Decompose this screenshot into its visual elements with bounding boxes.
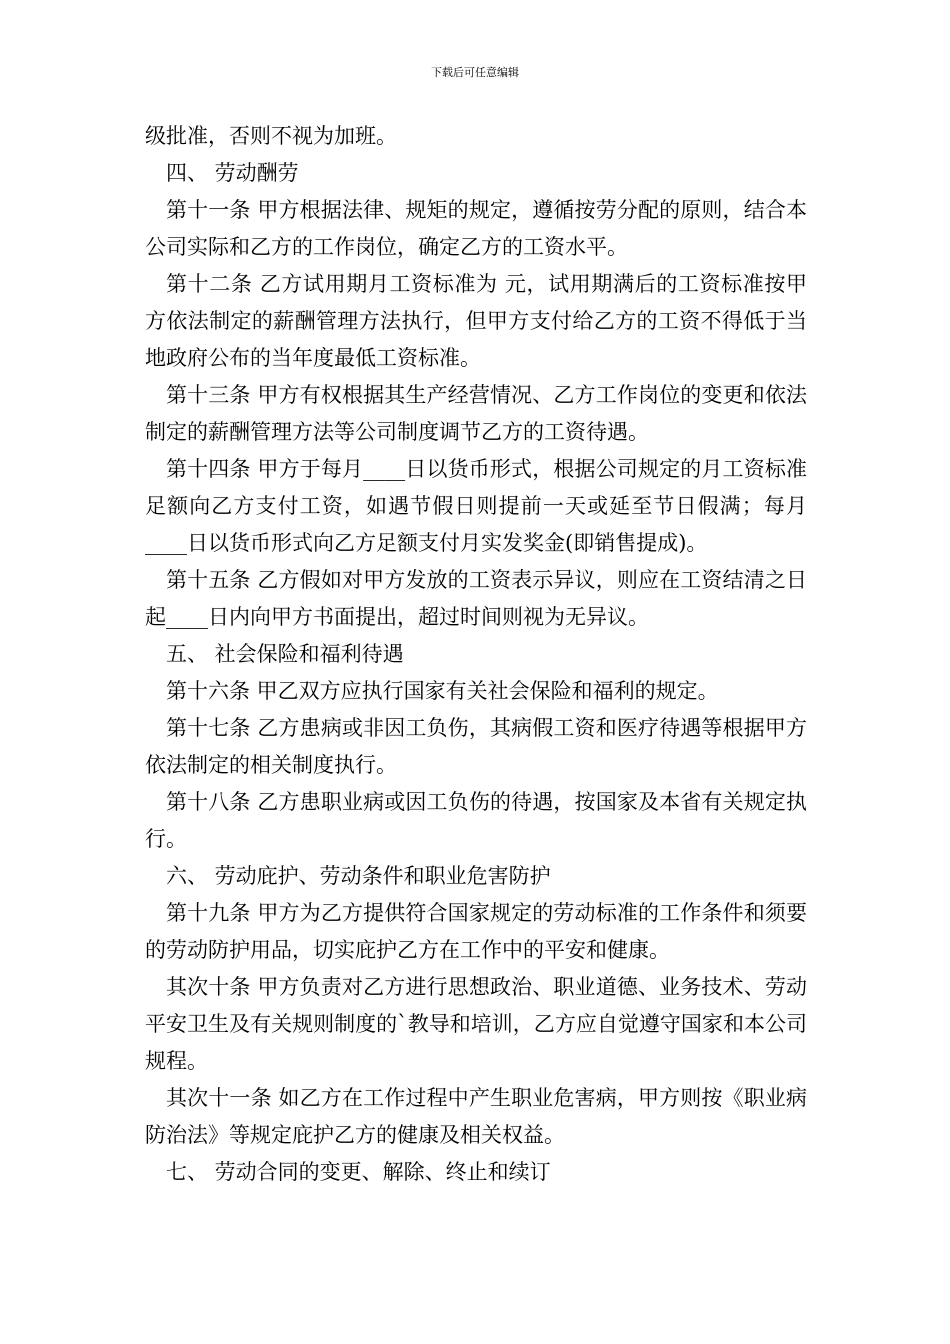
section-heading-4: 四、 劳动酬劳 [166,161,299,185]
document-body [145,118,807,1191]
article-13: 第十三条 甲方有权根据其生产经营情况、乙方工作岗位的变更和依法制定的薪酬管理方法等公司制度调节乙方的工资待遇。 [145,383,807,444]
article-17: 第十七条 乙方患病或非因工负伤，其病假工资和医疗待遇等根据甲方依法制定的相关制度执行。 [145,716,807,777]
article-21: 其次十一条 如乙方在工作过程中产生职业危害病，甲方则按《职业病防治法》等规定庇护乙方的健康及相关权益。 [145,1086,807,1147]
article-12: 第十二条 乙方试用期月工资标准为 元，试用期满后的工资标准按甲方依法制定的薪酬管理方法执行，但甲方支付给乙方的工资不得低于当地政府公布的当年度最低工资标准。 [145,272,807,370]
paragraph-continuation: 级批准，否则不视为加班。 [145,124,397,148]
article-18: 第十八条 乙方患职业病或因工负伤的待遇，按国家及本省有关规定执行。 [145,790,807,851]
section-heading-6: 六、 劳动庇护、劳动条件和职业危害防护 [166,864,551,888]
article-19: 第十九条 甲方为乙方提供符合国家规定的劳动标准的工作条件和须要的劳动防护用品，切实庇护乙方在工作中的平安和健康。 [145,901,807,962]
article-20: 其次十条 甲方负责对乙方进行思想政治、职业道德、业务技术、劳动平安卫生及有关规则制度的`教导和培训，乙方应自觉遵守国家和本公司规程。 [145,975,807,1073]
article-16: 第十六条 甲乙双方应执行国家有关社会保险和福利的规定。 [166,679,719,703]
section-heading-7: 七、 劳动合同的变更、解除、终止和续订 [166,1160,551,1184]
section-heading-5: 五、 社会保险和福利待遇 [166,642,404,666]
article-14: 第十四条 甲方于每月____日以货币形式，根据公司规定的月工资标准足额向乙方支付工资，如遇节假日则提前一天或延至节日假满；每月____日以货币形式向乙方足额支付月实发奖金(即销售提成)。 [145,457,807,555]
article-11: 第十一条 甲方根据法律、规矩的规定，遵循按劳分配的原则，结合本公司实际和乙方的工作岗位，确定乙方的工资水平。 [145,198,807,259]
page-header: 下载后可任意编辑 [431,66,519,79]
article-15: 第十五条 乙方假如对甲方发放的工资表示异议，则应在工资结清之日起____日内向甲方书面提出，超过时间则视为无异议。 [145,568,807,629]
